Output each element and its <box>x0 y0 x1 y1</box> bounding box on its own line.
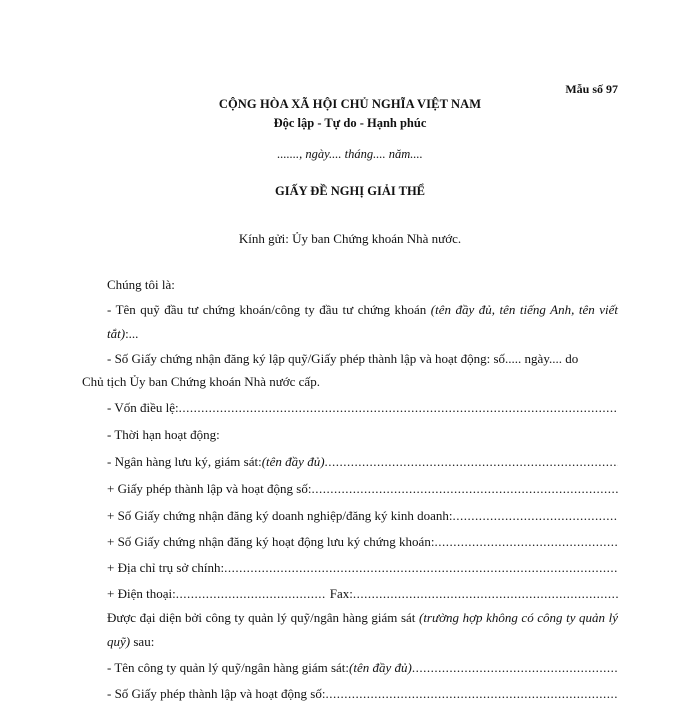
fund-name-hint: (tên đầy đủ, tên tiếng Anh, tên viết tắt) <box>107 302 618 341</box>
license-line-2: Chủ tịch Ủy ban Chứng khoán Nhà nước cấp. <box>82 374 320 389</box>
represented-text: Được đại diện bởi công ty quản lý quỹ/ngân hàng giám sát <box>107 610 419 625</box>
fill-dots <box>176 585 326 603</box>
fill-dots <box>434 533 618 551</box>
custodian-hint: (tên đầy đủ) <box>261 454 325 469</box>
phone-fax-field <box>82 585 618 603</box>
custodian-license-label: + Giấy phép thành lập và hoạt động số: <box>107 481 312 496</box>
duration-field: - Thời hạn hoạt động: <box>107 427 220 442</box>
custodian-label: - Ngân hàng lưu ký, giám sát: <box>107 454 262 469</box>
business-reg-label: + Số Giấy chứng nhận đăng ký doanh nghiệp/đăng ký kinh doanh: <box>107 508 453 523</box>
document-title: GIẤY ĐỀ NGHỊ GIẢI THỂ <box>274 184 426 198</box>
fund-name-suffix: :... <box>125 326 139 341</box>
charter-capital-label: - Vốn điều lệ: <box>107 400 179 415</box>
represented-suffix: sau: <box>130 634 155 649</box>
company-license-field <box>82 685 618 703</box>
fill-dots <box>325 685 618 703</box>
fill-dots <box>311 480 618 498</box>
national-motto: Độc lập - Tự do - Hạnh phúc <box>273 116 427 130</box>
represented-hint: (trường hợp không có công ty quản lý quỹ) <box>107 610 618 649</box>
business-reg-field <box>82 507 618 525</box>
fill-dots <box>353 585 618 603</box>
custody-reg-label: + Số Giấy chứng nhận đăng ký hoạt động lưu ký chứng khoán: <box>107 534 435 549</box>
fill-dots <box>179 399 618 417</box>
national-title: CỘNG HÒA XÃ HỘI CHỦ NGHĨA VIỆT NAM <box>218 97 482 111</box>
fill-dots <box>325 453 618 471</box>
intro-line: Chúng tôi là: <box>107 277 175 292</box>
company-name-field <box>82 659 618 677</box>
phone-label: + Điện thoại: <box>107 586 176 601</box>
recipient-line: Kính gửi: Ủy ban Chứng khoán Nhà nước. <box>238 231 462 246</box>
charter-capital-field <box>82 399 618 417</box>
custodian-field <box>82 453 618 471</box>
custodian-license-field <box>82 480 618 498</box>
fund-name-label: - Tên quỹ đầu tư chứng khoán/công ty đầu tư chứng khoán <box>107 302 431 317</box>
fund-name-field <box>82 298 618 346</box>
fill-dots <box>452 507 618 525</box>
form-number: Mẫu số 97 <box>565 82 618 96</box>
head-office-label: + Địa chỉ trụ sở chính: <box>107 560 225 575</box>
head-office-field <box>82 559 618 577</box>
company-name-label: - Tên công ty quản lý quỹ/ngân hàng giám sát: <box>107 660 350 675</box>
license-line-1: - Số Giấy chứng nhận đăng ký lập quỹ/Giấy phép thành lập và hoạt động: số..... ngày.... do <box>107 351 579 366</box>
date-line: ......., ngày.... tháng.... năm.... <box>277 147 423 161</box>
company-name-hint: (tên đầy đủ) <box>349 660 412 675</box>
represented-by-line <box>82 606 618 654</box>
fax-label: Fax: <box>329 586 353 601</box>
company-license-label: - Số Giấy phép thành lập và hoạt động số: <box>107 686 326 701</box>
fill-dots <box>224 559 618 577</box>
fill-dots <box>412 659 618 677</box>
custody-reg-field <box>82 533 618 551</box>
